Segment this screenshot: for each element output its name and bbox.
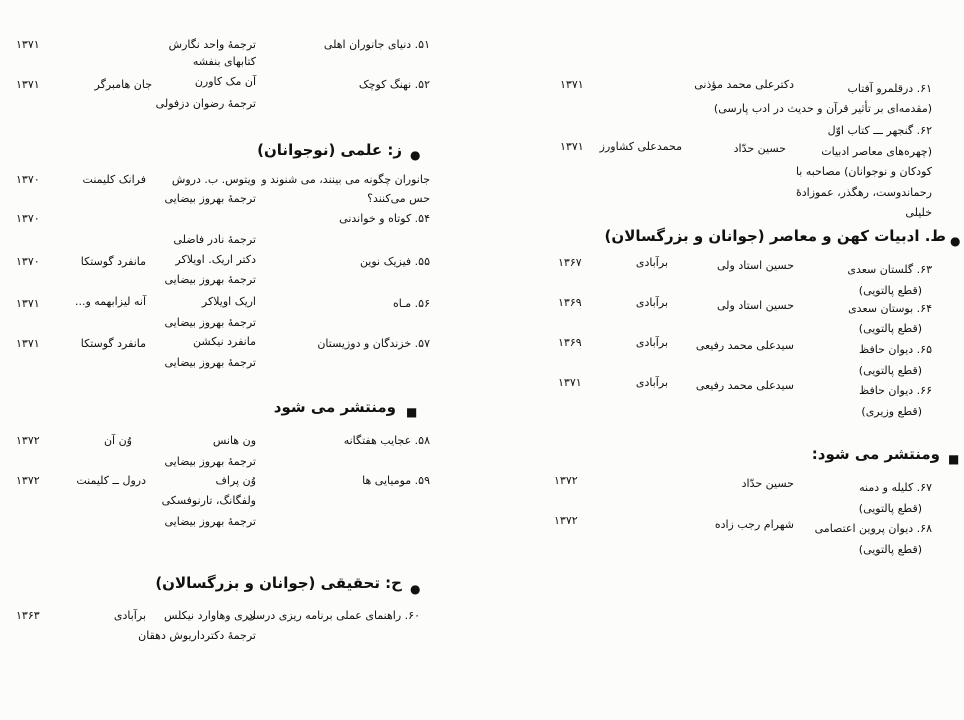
item-format: (قطع پالتویی) bbox=[858, 364, 922, 377]
item-translator: وُن پراف bbox=[215, 474, 256, 487]
section-heading: ز: علمی (نوجوانان) bbox=[257, 141, 402, 159]
item-title: ۵۷. خزندگان و دوزیستان bbox=[317, 337, 430, 350]
item-title: ۶۳. گلستان سعدی bbox=[847, 263, 932, 276]
item-title: ۵۴. کوتاه و خواندنی bbox=[339, 212, 430, 225]
section-heading: ط. ادبیات کهن و معاصر (جوانان و بزرگسالان) bbox=[604, 227, 946, 245]
item-author: جان هامبرگر bbox=[94, 78, 152, 91]
item-year: ۱۳۷۰ bbox=[16, 255, 40, 268]
item-title: ۶۵. دیوان حافظ bbox=[859, 343, 932, 356]
item-year: ۱۳۷۲ bbox=[16, 434, 40, 447]
item-year: ۱۳۷۱ bbox=[560, 78, 584, 91]
item-translator-note: ترجمهٔ بهروز بیضایی bbox=[164, 273, 256, 286]
item-title: ۵۲. نهنگ کوچک bbox=[358, 78, 430, 91]
item-translator: اریک اویلاکر bbox=[201, 295, 256, 308]
item-title-cont: (چهره‌های معاصر ادبیات bbox=[821, 145, 932, 158]
item-year: ۱۳۷۲ bbox=[16, 474, 40, 487]
item-year: ۱۳۷۱ bbox=[16, 78, 40, 91]
item-title: ۶۸. دیوان پروین اعتصامی bbox=[814, 522, 932, 535]
bullet-icon: ● bbox=[950, 234, 961, 248]
item-title: جانوران چگونه می بینند، می شنوند و bbox=[261, 173, 430, 186]
item-translator-note: ترجمهٔ دکترداریوش دهقان bbox=[138, 629, 256, 642]
item-author: درول ــ کلیمنت bbox=[76, 474, 146, 487]
item-title: ۶۰. راهنمای عملی برنامه ریزی درسی bbox=[246, 609, 420, 622]
item-translator-note: ترجمهٔ نادر فاضلی bbox=[173, 233, 256, 246]
item-title-cont: خلیلی bbox=[905, 206, 932, 219]
item-publisher: برآبادی bbox=[635, 296, 668, 309]
item-publisher: برآبادی bbox=[113, 609, 146, 622]
section-heading: ومنتشر می شود: bbox=[811, 445, 940, 463]
item-author: وُن آن bbox=[103, 434, 132, 447]
item-translator-note: ترجمهٔ بهروز بیضایی bbox=[164, 515, 256, 528]
item-translator: ادری وهاوارد نیکلس bbox=[163, 609, 256, 622]
item-translator-cont: ولفگانگ، تارنوفسکی bbox=[161, 494, 256, 507]
item-format: (قطع پالتویی) bbox=[858, 322, 922, 335]
item-translator: مانفرد نیکشن bbox=[193, 335, 256, 348]
item-format: (قطع وزیری) bbox=[861, 405, 922, 418]
item-title: ۵۱. دنیای جانوران اهلی bbox=[323, 38, 430, 51]
item-author: حسین حدّاد bbox=[733, 142, 786, 155]
item-title-cont: رحماندوست، رهگذر، عموزادهٔ bbox=[796, 186, 932, 199]
item-author: سیدعلی محمد رفیعی bbox=[695, 339, 794, 352]
item-author: شهرام رجب زاده bbox=[714, 518, 794, 531]
item-format: (قطع پالتویی) bbox=[858, 543, 922, 556]
item-publisher: برآبادی bbox=[635, 256, 668, 269]
item-author: مانفرد گوستکا bbox=[80, 255, 146, 268]
item-year: ۱۳۶۹ bbox=[558, 296, 582, 309]
item-translator: دکتر اریک. اویلاکر bbox=[175, 253, 256, 266]
item-author: مانفرد گوستکا bbox=[80, 337, 146, 350]
item-title: ۵۹. مومیایی ها bbox=[362, 474, 430, 487]
item-title-cont: (مقدمه‌ای بر تأثیر قرآن و حدیث در ادب پارسی) bbox=[713, 102, 932, 115]
item-year: ۱۳۷۰ bbox=[16, 173, 40, 186]
item-translator-note: ترجمهٔ بهروز بیضایی bbox=[164, 356, 256, 369]
square-bullet-icon: ■ bbox=[948, 452, 960, 466]
item-author: سیدعلی محمد رفیعی bbox=[695, 379, 794, 392]
item-year: ۱۳۷۲ bbox=[554, 514, 578, 527]
item-year: ۱۳۷۱ bbox=[16, 337, 40, 350]
item-translator: ون هانس bbox=[212, 434, 256, 447]
item-title-cont: حس می‌کنند؟ bbox=[367, 192, 430, 205]
item-year: ۱۳۷۱ bbox=[16, 38, 40, 51]
item-year: ۱۳۷۱ bbox=[16, 297, 40, 310]
item-format: (قطع پالتویی) bbox=[858, 502, 922, 515]
item-title: ۶۶. دیوان حافظ bbox=[859, 384, 932, 397]
item-title: ۶۴. بوستان سعدی bbox=[848, 302, 932, 315]
item-author: دکترعلی محمد مؤذنی bbox=[694, 78, 794, 91]
item-translator: ترجمهٔ واحد نگارش bbox=[168, 38, 256, 51]
item-translator: آن مک کاورن bbox=[194, 75, 256, 88]
item-year: ۱۳۶۹ bbox=[558, 336, 582, 349]
item-author: حسین حدّاد bbox=[741, 477, 794, 490]
item-translator-note: کتابهای بنفشه bbox=[192, 55, 256, 68]
bullet-icon: ● bbox=[410, 148, 421, 162]
item-title: ۶۷. کلیله و دمنه bbox=[859, 481, 932, 494]
item-title: ۵۶. مـاه bbox=[392, 297, 430, 310]
item-translator: ویتوس. ب. دروش bbox=[171, 173, 256, 186]
item-title: ۶۱. درقلمرو آفتاب bbox=[847, 82, 932, 95]
item-year: ۱۳۶۳ bbox=[16, 609, 40, 622]
bullet-icon: ● bbox=[410, 582, 421, 596]
item-translator-note: ترجمهٔ رضوان دزفولی bbox=[155, 97, 256, 110]
item-publisher: محمدعلی کشاورز bbox=[599, 140, 682, 153]
item-translator-note: ترجمهٔ بهروز بیضایی bbox=[164, 316, 256, 329]
item-year: ۱۳۷۰ bbox=[16, 212, 40, 225]
item-publisher: برآبادی bbox=[635, 376, 668, 389]
item-author: آنه لیزابهمه و... bbox=[75, 295, 146, 308]
item-year: ۱۳۷۱ bbox=[558, 376, 582, 389]
item-title-cont: کودکان و نوجوانان) مصاحبه با bbox=[795, 165, 932, 178]
right-page bbox=[482, 0, 964, 720]
square-bullet-icon: ■ bbox=[406, 405, 418, 419]
item-translator-note: ترجمهٔ بهروز بیضایی bbox=[164, 455, 256, 468]
item-title: ۶۲. گنجهر ـــ کتاب اوّل bbox=[827, 124, 932, 137]
item-translator-note: ترجمهٔ بهروز بیضایی bbox=[164, 192, 256, 205]
item-title: ۵۵. فیزیک نوین bbox=[359, 255, 430, 268]
item-author: فرانک کلیمنت bbox=[82, 173, 146, 186]
item-publisher: برآبادی bbox=[635, 336, 668, 349]
item-author: حسین استاد ولی bbox=[717, 299, 794, 312]
item-year: ۱۳۶۷ bbox=[558, 256, 582, 269]
item-year: ۱۳۷۲ bbox=[554, 474, 578, 487]
item-format: (قطع پالتویی) bbox=[858, 284, 922, 297]
section-heading: ومنتشر می شود bbox=[273, 398, 396, 416]
item-year: ۱۳۷۱ bbox=[560, 140, 584, 153]
item-title: ۵۸. عجایب هفتگانه bbox=[343, 434, 430, 447]
section-heading: ح: تحقیقی (جوانان و بزرگسالان) bbox=[155, 574, 402, 592]
item-author: حسین استاد ولی bbox=[717, 259, 794, 272]
